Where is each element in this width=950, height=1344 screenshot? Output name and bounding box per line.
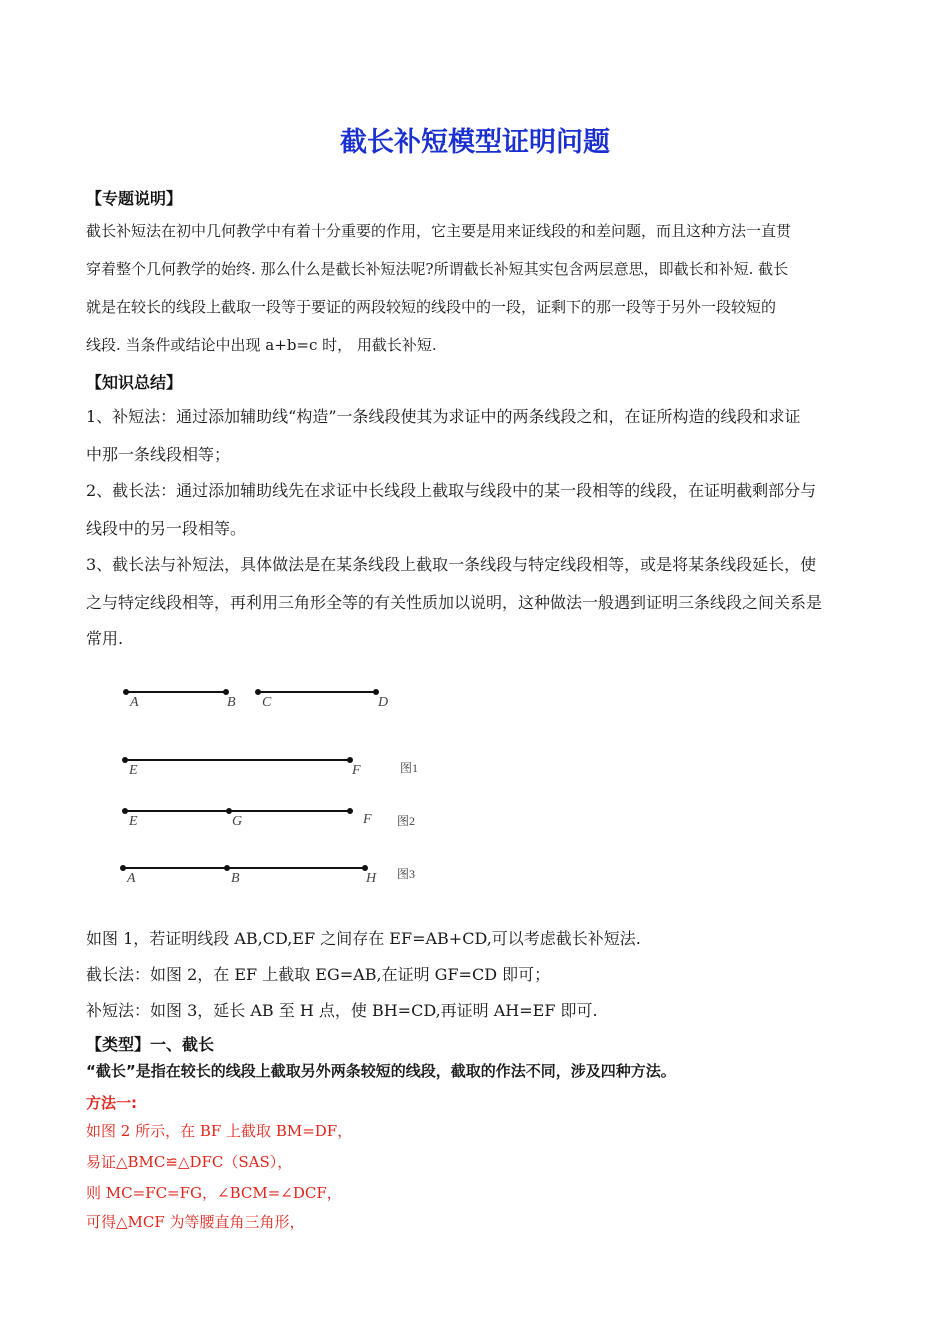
method-label: 方法一:	[86, 1094, 137, 1112]
explain-line: 补短法：如图 3，延长 AB 至 H 点，使 BH=CD,再证明 AH=EF 即可.	[86, 1001, 598, 1020]
point-label: G	[232, 814, 243, 829]
paragraph-line: 2、截长法：通过添加辅助线先在求证中长线段上截取与线段中的某一段相等的线段，在证明截剩部分与	[86, 481, 817, 500]
point-label: H	[366, 871, 377, 886]
point-label: F	[352, 763, 361, 778]
paragraph-line: 就是在较长的线段上截取一段等于要证的两段较短的线段中的一段，证剩下的那一段等于另外一段较短的	[86, 298, 777, 316]
paragraph-line: 之与特定线段相等，再利用三角形全等的有关性质加以说明，这种做法一般遇到证明三条线段之间关系是	[86, 593, 823, 612]
point	[122, 808, 128, 814]
point-label: E	[129, 763, 138, 778]
point-label: B	[227, 695, 236, 710]
paragraph-line: 3、截长法与补短法，具体做法是在某条线段上截取一条线段与特定线段相等，或是将某条线段延长，使	[86, 555, 817, 574]
method-line: 可得△MCF 为等腰直角三角形，	[86, 1213, 305, 1231]
type-header: 【类型】一、截长	[86, 1035, 215, 1054]
figure-caption: 图1	[400, 761, 419, 775]
paragraph-line: 常用.	[86, 629, 124, 648]
paragraph-line: 线段. 当条件或结论中出现 a+b=c 时， 用截长补短.	[86, 336, 437, 354]
point-label: A	[130, 695, 139, 710]
point-label: F	[363, 812, 372, 827]
point	[347, 808, 353, 814]
page-title: 截长补短模型证明问题	[340, 127, 610, 158]
point-label: B	[231, 871, 240, 886]
point-label: E	[129, 814, 138, 829]
paragraph-line: 中那一条线段相等；	[86, 445, 231, 464]
paragraph-line: 1、补短法：通过添加辅助线“构造”一条线段使其为求证中的两条线段之和，在证所构造的线段和求证	[86, 407, 801, 426]
point	[123, 689, 129, 695]
figure-caption: 图3	[397, 867, 416, 881]
paragraph-line: 线段中的另一段相等。	[86, 519, 247, 538]
explain-line: 如图 1，若证明线段 AB,CD,EF 之间存在 EF=AB+CD,可以考虑截长补短法.	[86, 929, 641, 948]
point-label: A	[127, 871, 136, 886]
method-line: 如图 2 所示，在 BF 上截取 BM=DF，	[86, 1122, 353, 1140]
point	[122, 757, 128, 763]
point-label: C	[262, 695, 272, 710]
segment-figure	[0, 660, 950, 900]
figure-caption: 图2	[397, 814, 416, 828]
explain-line: 截长法：如图 2，在 EF 上截取 EG=AB,在证明 GF=CD 即可；	[86, 965, 551, 984]
paragraph-line: 截长补短法在初中几何教学中有着十分重要的作用，它主要是用来证线段的和差问题，而且这种方法一直贯	[86, 222, 792, 240]
paragraph-line: 穿着整个几何教学的始终. 那么什么是截长补短法呢?所谓截长补短其实包含两层意思，即截长和补短. 截长	[86, 260, 789, 278]
method-line: 则 MC=FC=FG，∠BCM=∠DCF，	[86, 1184, 342, 1202]
method-line: 易证△BMC≌△DFC（SAS），	[86, 1153, 293, 1171]
point	[120, 865, 126, 871]
section-header-description: 【专题说明】	[86, 189, 183, 208]
section-header-summary: 【知识总结】	[86, 373, 183, 392]
point-label: D	[378, 695, 389, 710]
type-description: “截长”是指在较长的线段上截取另外两条较短的线段，截取的作法不同，涉及四种方法。	[86, 1062, 676, 1080]
point	[224, 865, 230, 871]
point	[255, 689, 261, 695]
